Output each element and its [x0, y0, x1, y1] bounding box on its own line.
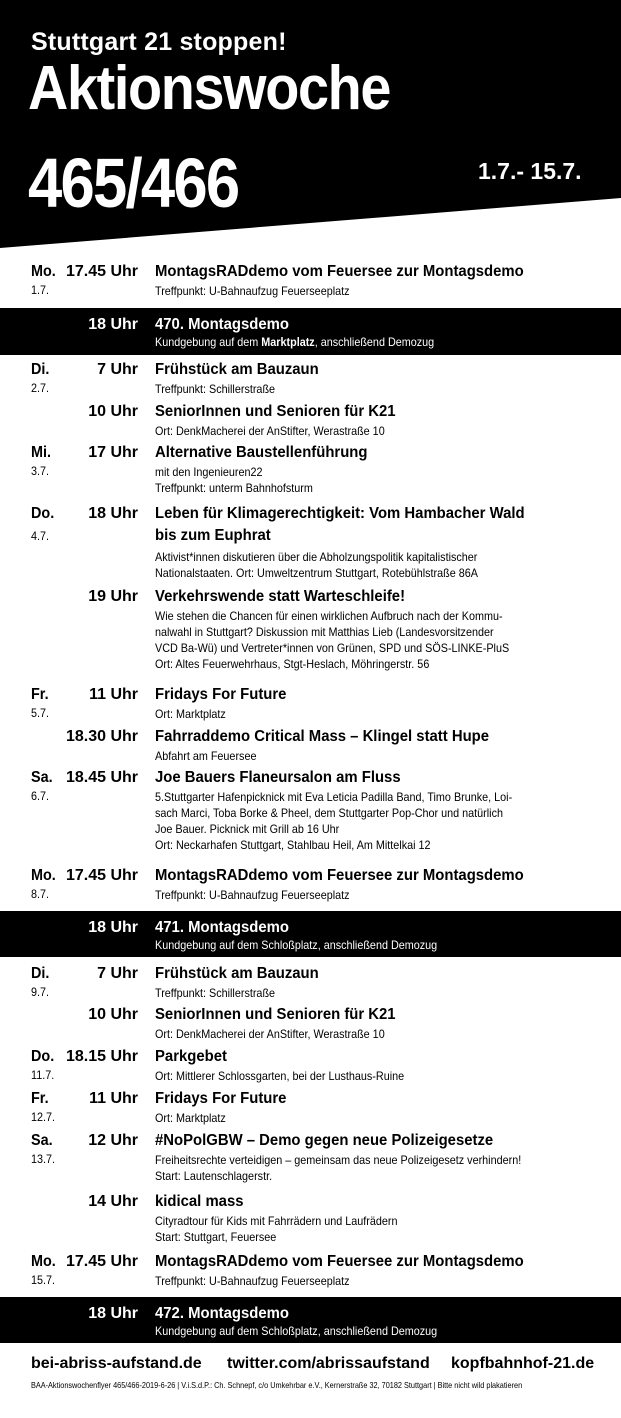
event-date: 6.7. [31, 789, 50, 803]
event-title: Leben für Klimagerechtigkeit: Vom Hambacher Wald [155, 505, 525, 522]
event-time: 7 Uhr [97, 965, 138, 982]
bar-title: 471. Montagsdemo [155, 919, 289, 936]
bar-details-post: , anschließend Demozug [314, 335, 435, 349]
bar-time: 18 Uhr [88, 1305, 138, 1322]
event-date: 3.7. [31, 464, 50, 478]
event-time: 17 Uhr [88, 444, 138, 461]
header-number: 465/466 [28, 144, 239, 222]
event-time: 18 Uhr [88, 505, 138, 522]
event-title: Fahrraddemo Critical Mass – Klingel statt Hupe [155, 728, 490, 745]
event-details [155, 887, 350, 903]
event-day: Fr. [31, 686, 49, 703]
event-title: Fridays For Future [155, 1090, 287, 1107]
event-detail-line: Treffpunkt: U-Bahnaufzug Feuerseeplatz [155, 888, 350, 902]
event-date: 15.7. [31, 1273, 56, 1287]
event-title: Joe Bauers Flaneursalon am Fluss [155, 769, 401, 786]
event-detail-line: Treffpunkt: Schillerstraße [155, 382, 276, 396]
event-day: Sa. [31, 769, 53, 786]
event-title: Alternative Baustellenführung [155, 444, 368, 461]
event-detail-line: Ort: DenkMacherei der AnStifter, Werastraße 10 [155, 424, 385, 438]
link-bei-abriss-aufstand[interactable]: bei-abriss-aufstand.de [31, 1355, 202, 1372]
event-date: 11.7. [31, 1068, 55, 1082]
event-detail-line: Treffpunkt: unterm Bahnhofsturm [155, 481, 313, 495]
bar-details: Kundgebung auf dem Schloßplatz, anschließend Demozug [155, 938, 438, 952]
event-details [155, 1026, 385, 1042]
footer-imprint: BAA-Aktionswochenflyer 465/466-2019-6-26 | V.i.S.d.P.: Ch. Schnepf, c/o Umkehrbar e.V., Kernerstraße 32, 70182 Stuttgart | Bitte nicht wild plakatieren [31, 1380, 523, 1390]
event-detail-line: Abfahrt am Feuersee [155, 749, 257, 763]
event-details [155, 549, 478, 581]
event-details [155, 381, 275, 397]
event-time: 18.15 Uhr [65, 1048, 138, 1065]
bar-time: 18 Uhr [88, 316, 138, 333]
event-title: Frühstück am Bauzaun [155, 965, 319, 982]
event-details [155, 985, 275, 1001]
event-date: 8.7. [31, 887, 50, 901]
bar-details: Kundgebung auf dem Schloßplatz, anschließend Demozug [155, 1324, 438, 1338]
event-time: 18.30 Uhr [65, 728, 138, 745]
event-time: 14 Uhr [88, 1193, 138, 1210]
link-kopfbahnhof-21[interactable]: kopfbahnhof-21.de [451, 1355, 595, 1372]
event-detail-line: Ort: Mittlerer Schlossgarten, bei der Lusthaus-Ruine [155, 1069, 405, 1083]
event-detail-line: Aktivist*innen diskutieren über die Abholzungspolitik kapitalistischer [155, 550, 478, 564]
event-details [155, 1152, 521, 1184]
event-time: 11 Uhr [89, 686, 138, 703]
event-time: 10 Uhr [88, 1006, 138, 1023]
event-detail-line: nalwahl in Stuttgart? Diskussion mit Matthias Lieb (Landesvorsitzender [155, 625, 494, 639]
event-day: Mo. [31, 263, 56, 280]
event-detail-line: Treffpunkt: U-Bahnaufzug Feuerseeplatz [155, 284, 350, 298]
event-details [155, 1213, 398, 1245]
event-details [155, 1110, 226, 1126]
event-title: Fridays For Future [155, 686, 287, 703]
event-day: Di. [31, 965, 50, 982]
event-time: 19 Uhr [88, 588, 138, 605]
event-detail-line: sach Marci, Toba Borke & Pheel, dem Stuttgarter Pop-Chor und natürlich [155, 806, 503, 820]
event-details [155, 608, 509, 672]
event-details [155, 283, 350, 299]
event-date: 9.7. [31, 985, 50, 999]
event-date: 1.7. [31, 283, 50, 297]
event-day: Do. [31, 505, 55, 522]
event-day: Mo. [31, 867, 56, 884]
event-day: Do. [31, 1048, 55, 1065]
event-time: 17.45 Uhr [65, 263, 138, 280]
event-date: 12.7. [31, 1110, 56, 1124]
bar-title: 472. Montagsdemo [155, 1305, 289, 1322]
event-detail-line: Ort: Marktplatz [155, 1111, 226, 1125]
event-date: 2.7. [31, 381, 50, 395]
header-banner [0, 0, 621, 262]
event-title: Verkehrswende statt Warteschleife! [155, 588, 406, 605]
event-detail-line: Treffpunkt: U-Bahnaufzug Feuerseeplatz [155, 1274, 350, 1288]
event-day: Di. [31, 361, 50, 378]
event-title: Parkgebet [155, 1048, 227, 1065]
event-date: 4.7. [31, 529, 50, 543]
event-date: 13.7. [31, 1152, 56, 1166]
event-detail-line: Ort: Altes Feuerwehrhaus, Stgt-Heslach, Möhringerstr. 56 [155, 657, 430, 671]
event-time: 11 Uhr [89, 1090, 138, 1107]
event-detail-line: Start: Lautenschlagerstr. [155, 1169, 273, 1183]
event-day: Fr. [31, 1090, 49, 1107]
event-detail-line: Wie stehen die Chancen für einen wirklichen Aufbruch nach der Kommu- [155, 609, 503, 623]
event-title: MontagsRADdemo vom Feuersee zur Montagsdemo [155, 867, 524, 884]
event-detail-line: Joe Bauer. Picknick mit Grill ab 16 Uhr [155, 822, 340, 836]
event-detail-line: 5.Stuttgarter Hafenpicknick mit Eva Leticia Padilla Band, Timo Brunke, Loi- [155, 790, 513, 804]
bar-details [155, 335, 434, 349]
event-detail-line: VCD Ba-Wü) und Vertreter*innen von Grünen, SPD und SÖS-LINKE-PluS [155, 641, 510, 655]
event-time: 18.45 Uhr [65, 769, 138, 786]
event-time: 10 Uhr [88, 403, 138, 420]
bar-details-place: Marktplatz [261, 335, 315, 349]
event-title: Frühstück am Bauzaun [155, 361, 319, 378]
event-detail-line: Freiheitsrechte verteidigen – gemeinsam das neue Polizeigesetz verhindern! [155, 1153, 522, 1167]
event-title-line2: bis zum Euphrat [155, 527, 271, 544]
header-dates: 1.7.- 15.7. [478, 158, 582, 184]
event-detail-line: Start: Stuttgart, Feuersee [155, 1230, 277, 1244]
event-title: #NoPolGBW – Demo gegen neue Polizeigesetze [155, 1132, 494, 1149]
header-title: Aktionswoche [28, 54, 391, 123]
event-title: MontagsRADdemo vom Feuersee zur Montagsdemo [155, 1253, 524, 1270]
event-details [155, 1273, 350, 1289]
event-details [155, 464, 313, 496]
event-detail-line: mit den Ingenieuren22 [155, 465, 263, 479]
event-detail-line: Nationalstaaten. Ort: Umweltzentrum Stuttgart, Rotebühlstraße 86A [155, 566, 478, 580]
event-detail-line: Cityradtour für Kids mit Fahrrädern und Laufrädern [155, 1214, 398, 1228]
event-detail-line: Ort: DenkMacherei der AnStifter, Werastraße 10 [155, 1027, 385, 1041]
event-detail-line: Treffpunkt: Schillerstraße [155, 986, 276, 1000]
event-time: 12 Uhr [88, 1132, 138, 1149]
bar-details-pre: Kundgebung auf dem [155, 335, 262, 349]
event-details [155, 1068, 404, 1084]
event-details [155, 423, 385, 439]
event-time: 17.45 Uhr [65, 1253, 138, 1270]
event-time: 7 Uhr [97, 361, 138, 378]
bar-title: 470. Montagsdemo [155, 316, 289, 333]
event-details [155, 748, 256, 764]
event-title: SeniorInnen und Senioren für K21 [155, 1006, 396, 1023]
event-details [155, 789, 512, 853]
event-time: 17.45 Uhr [65, 867, 138, 884]
event-detail-line: Ort: Neckarhafen Stuttgart, Stahlbau Heil, Am Mittelkai 12 [155, 838, 431, 852]
link-twitter[interactable]: twitter.com/abrissaufstand [227, 1355, 430, 1372]
event-day: Mo. [31, 1253, 56, 1270]
event-date: 5.7. [31, 706, 50, 720]
header-subtitle: Stuttgart 21 stoppen! [31, 28, 287, 56]
montagsdemo-bar [0, 911, 621, 957]
event-day: Sa. [31, 1132, 53, 1149]
event-title: SeniorInnen und Senioren für K21 [155, 403, 396, 420]
montagsdemo-bar [0, 308, 621, 355]
event-details [155, 706, 226, 722]
event-detail-line: Ort: Marktplatz [155, 707, 226, 721]
event-title: MontagsRADdemo vom Feuersee zur Montagsdemo [155, 263, 524, 280]
bar-time: 18 Uhr [88, 919, 138, 936]
montagsdemo-bar [0, 1297, 621, 1343]
event-day: Mi. [31, 444, 51, 461]
event-title: kidical mass [155, 1193, 244, 1210]
